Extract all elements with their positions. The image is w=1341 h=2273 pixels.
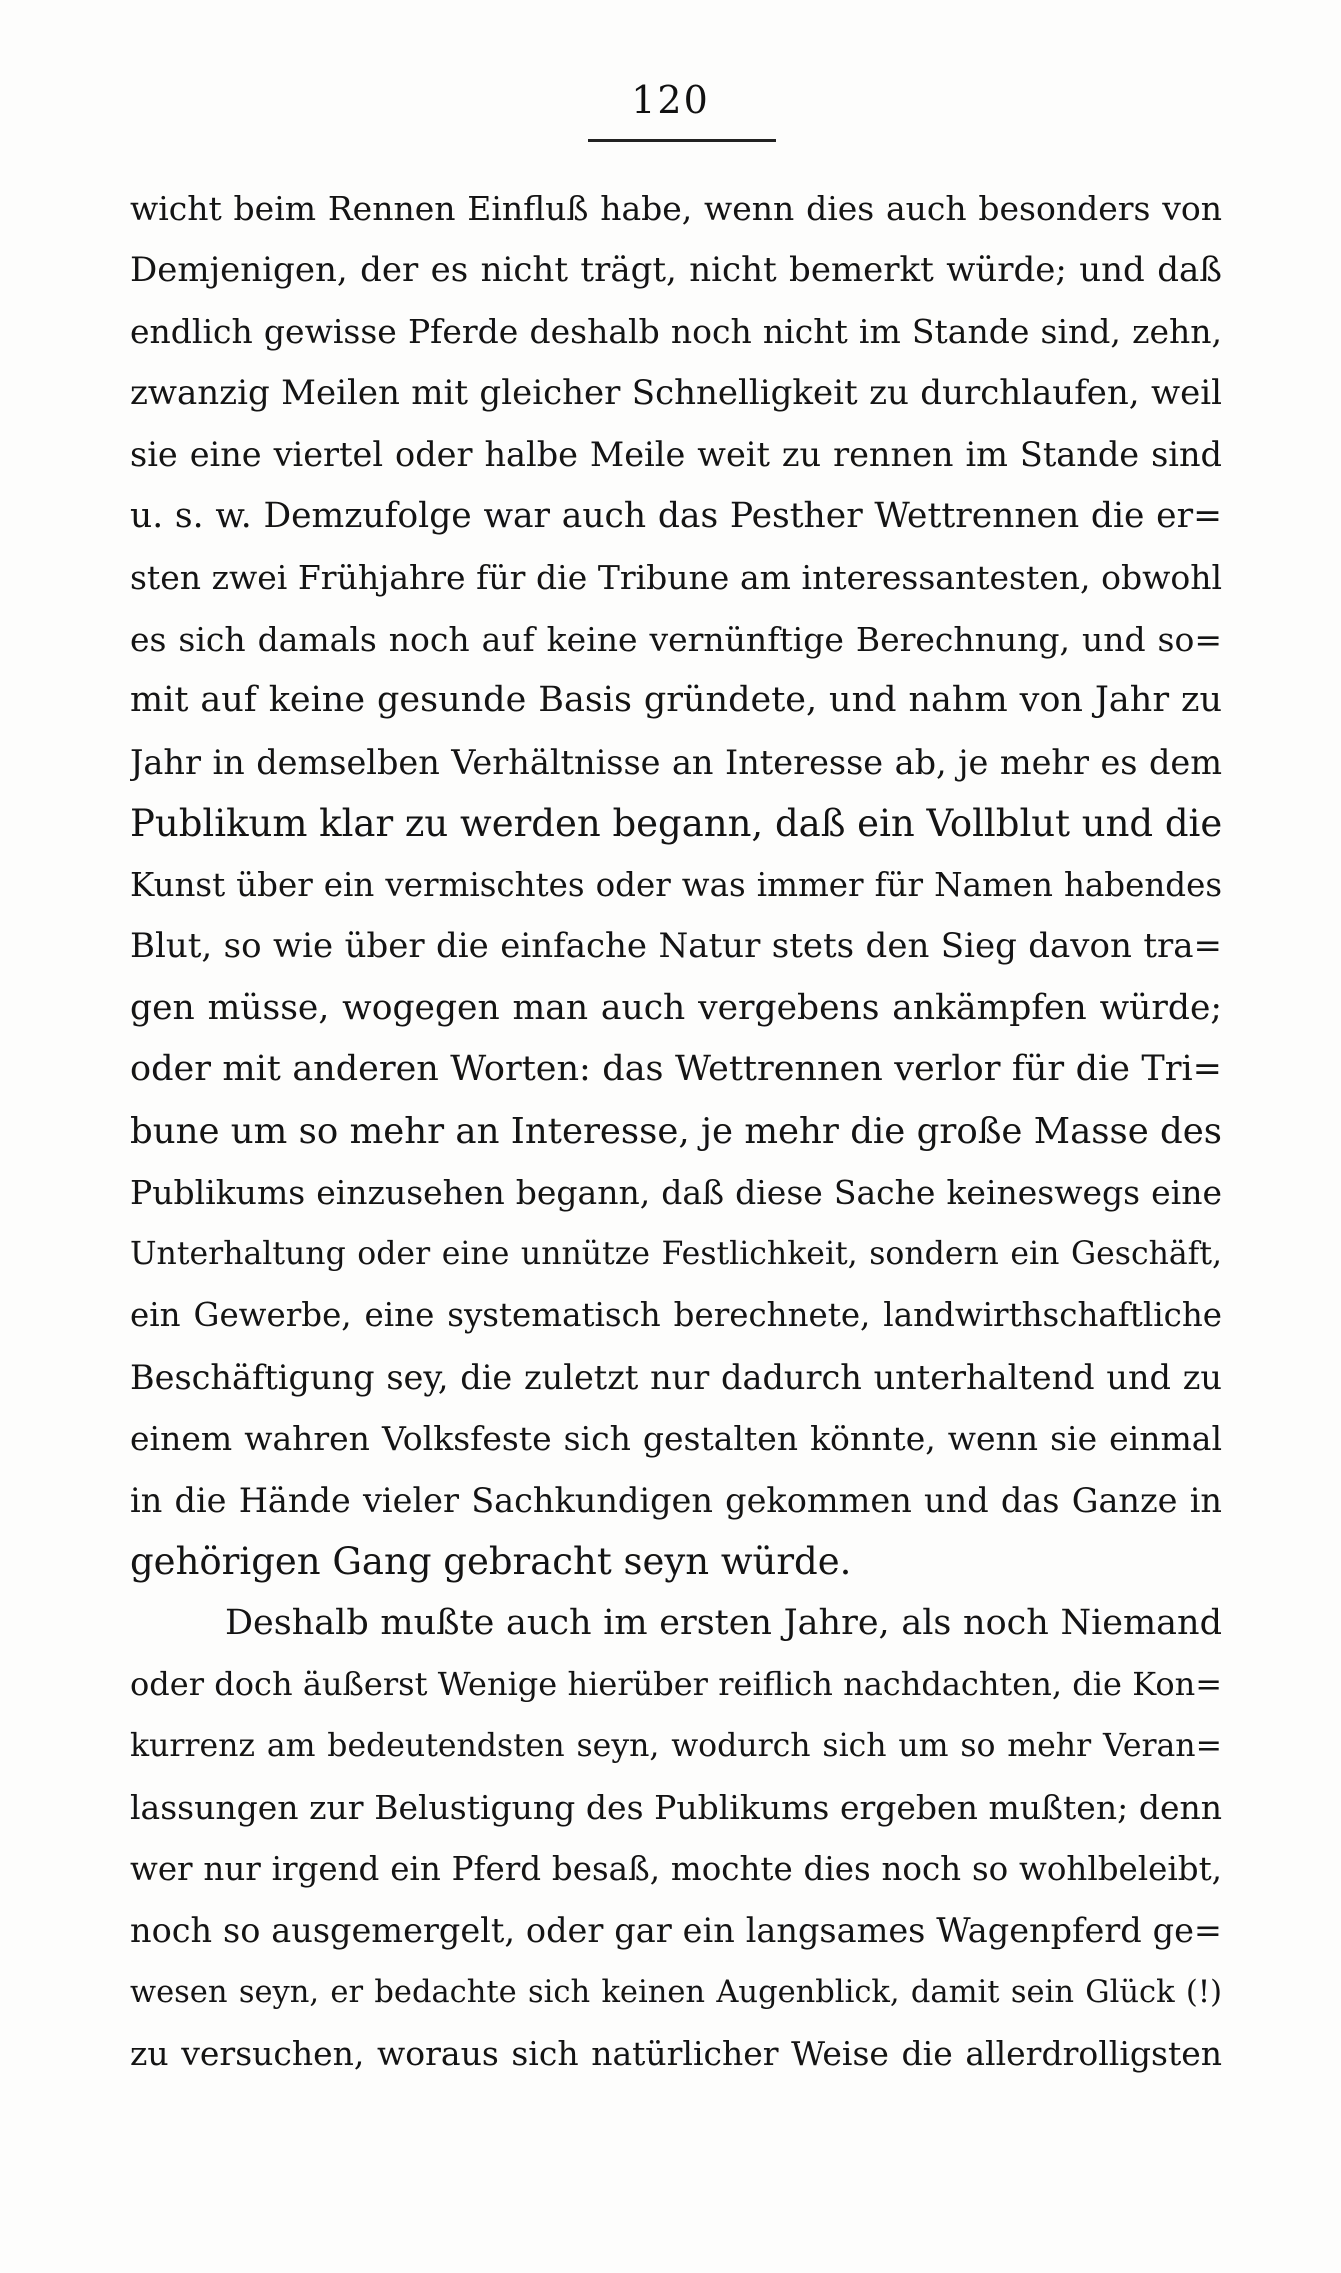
text-line: bune um so mehr an Interesse, je mehr die große Masse des [130,1110,1222,1152]
text-line: Kunst über ein vermischtes oder was immer für Namen habendes [130,865,1222,904]
text-line: es sich damals noch auf keine vernünftige Berechnung, und so= [130,619,1222,659]
text-line: mit auf keine gesunde Basis gründete, und nahm von Jahr zu [130,680,1222,720]
text-line: kurrenz am bedeutendsten seyn, wodurch sich um so mehr Veran= [130,1727,1222,1764]
text-line: Demjenigen, der es nicht trägt, nicht bemerkt würde; und daß [130,249,1222,290]
text-line: Blut, so wie über die einfache Natur stets den Sieg davon tra= [130,926,1222,966]
text-line: zu versuchen, woraus sich natürlicher Weise die allerdrolligsten [130,2034,1222,2073]
text-line: oder mit anderen Worten: das Wettrennen verlor für die Tri= [130,1049,1222,1089]
paragraph-end-line: gehörigen Gang gebracht seyn würde. [130,1540,852,1583]
text-line: lassungen zur Belustigung des Publikums ergeben mußten; denn [130,1788,1222,1827]
text-line: wicht beim Rennen Einfluß habe, wenn dies auch besonders von [130,189,1222,228]
text-line: u. s. w. Demzufolge war auch das Pesther Wettrennen die er= [130,495,1222,536]
text-line: oder doch äußerst Wenige hierüber reiflich nachdachten, die Kon= [130,1665,1222,1703]
text-line: Publikum klar zu werden begann, daß ein Vollblut und die [130,802,1222,845]
text-line: sten zwei Frühjahre für die Tribune am interessantesten, obwohl [130,558,1222,597]
text-line: noch so ausgemergelt, oder gar ein langsames Wagenpferd ge= [130,1911,1222,1950]
body-text [130,178,1222,2085]
text-line: Jahr in demselben Verhältnisse an Interesse ab, je mehr es dem [130,742,1222,782]
text-line: wer nur irgend ein Pferd besaß, mochte dies noch so wohlbeleibt, [130,1849,1222,1888]
text-line: Beschäftigung sey, die zuletzt nur dadurch unterhaltend und zu [130,1357,1222,1397]
text-line: Unterhaltung oder eine unnütze Festlichkeit, sondern ein Geschäft, [130,1235,1222,1272]
text-line: endlich gewisse Pferde deshalb noch nicht im Stande sind, zehn, [130,312,1222,351]
text-line: ein Gewerbe, eine systematisch berechnete, landwirthschaftliche [130,1296,1222,1334]
text-line: in die Hände vieler Sachkundigen gekommen und das Ganze in [130,1480,1222,1520]
page-number: 120 [631,78,710,122]
text-line: einem wahren Volksfeste sich gestalten könnte, wenn sie einmal [130,1419,1222,1458]
header-rule [588,139,776,142]
text-line: Publikums einzusehen begann, daß diese Sache keineswegs eine [130,1173,1222,1212]
paragraph-start-line: Deshalb mußte auch im ersten Jahre, als noch Niemand [225,1602,1222,1643]
text-line: wesen seyn, er bedachte sich keinen Augenblick, damit sein Glück (!) [130,1974,1222,2010]
text-line: sie eine viertel oder halbe Meile weit zu rennen im Stande sind [130,435,1222,474]
text-line: zwanzig Meilen mit gleicher Schnelligkeit zu durchlaufen, weil [130,372,1222,413]
text-line: gen müsse, wogegen man auch vergebens ankämpfen würde; [130,987,1222,1028]
